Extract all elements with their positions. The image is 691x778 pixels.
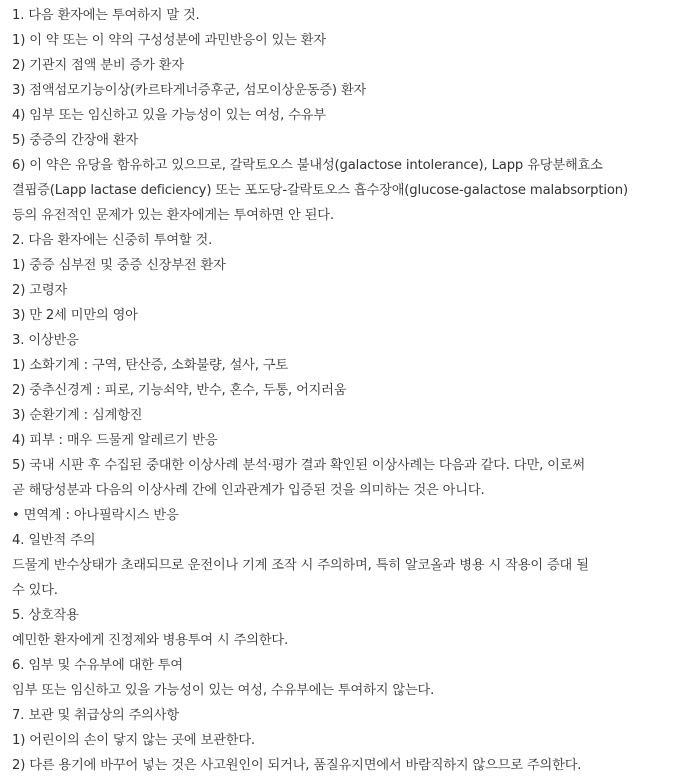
contraindication-item-6-line-3: 등의 유전적인 문제가 있는 환자에게는 투여하면 안 된다.: [12, 208, 334, 223]
section-heading-careful-administration: 2. 다음 환자에는 신중히 투여할 것.: [12, 233, 213, 248]
section-heading-contraindications: 1. 다음 환자에는 투여하지 말 것.: [12, 8, 200, 23]
section-heading-storage: 7. 보관 및 취급상의 주의사항: [12, 708, 179, 723]
interactions-text: 예민한 환자에게 진정제와 병용투여 시 주의한다.: [12, 633, 289, 648]
section-heading-interactions: 5. 상호작용: [12, 608, 79, 623]
section-heading-pregnancy: 6. 임부 및 수유부에 대한 투여: [12, 658, 183, 673]
careful-item-1: 1) 중증 심부전 및 중증 신장부전 환자: [12, 258, 226, 273]
general-precaution-line-1: 드물게 반수상태가 초래되므로 운전이나 기계 조작 시 주의하며, 특히 알코올과 병용 시 작용이 증대 될: [12, 558, 589, 573]
contraindication-item-3: 3) 점액섬모기능이상(카르타게너증후군, 섬모이상운동증) 환자: [12, 83, 367, 98]
adverse-item-1: 1) 소화기계 : 구역, 탄산증, 소화불량, 설사, 구토: [12, 358, 289, 373]
contraindication-item-6-line-2: 결핍증(Lapp lactase deficiency) 또는 포도당-갈락토오스 흡수장애(glucose-galactose malabsorption): [12, 183, 628, 198]
contraindication-item-4: 4) 임부 또는 임신하고 있을 가능성이 있는 여성, 수유부: [12, 108, 326, 123]
adverse-bullet-immune: • 면역계 : 아나필락시스 반응: [12, 508, 179, 523]
contraindication-item-2: 2) 기관지 점액 분비 증가 환자: [12, 58, 184, 73]
storage-item-2: 2) 다른 용기에 바꾸어 넣는 것은 사고원인이 되거나, 품질유지면에서 바람직하지 않으므로 주의한다.: [12, 758, 582, 773]
careful-item-3: 3) 만 2세 미만의 영아: [12, 308, 138, 323]
adverse-item-2: 2) 중추신경계 : 피로, 기능쇠약, 반수, 혼수, 두통, 어지러움: [12, 383, 347, 398]
section-heading-adverse-reactions: 3. 이상반응: [12, 333, 79, 348]
adverse-item-4: 4) 피부 : 매우 드물게 알레르기 반응: [12, 433, 218, 448]
contraindication-item-1: 1) 이 약 또는 이 약의 구성성분에 과민반응이 있는 환자: [12, 33, 326, 48]
storage-item-1: 1) 어린이의 손이 닿지 않는 곳에 보관한다.: [12, 733, 255, 748]
careful-item-2: 2) 고령자: [12, 283, 68, 298]
general-precaution-line-2: 수 있다.: [12, 583, 58, 598]
pregnancy-text: 임부 또는 임신하고 있을 가능성이 있는 여성, 수유부에는 투여하지 않는다.: [12, 683, 435, 698]
contraindication-item-6-line-1: 6) 이 약은 유당을 함유하고 있으므로, 갈락토오스 불내성(galactose intolerance), Lapp 유당분해효소: [12, 158, 603, 173]
contraindication-item-5: 5) 중증의 간장애 환자: [12, 133, 139, 148]
adverse-item-5-line-1: 5) 국내 시판 후 수집된 중대한 이상사례 분석·평가 결과 확인된 이상사례는 다음과 같다. 다만, 이로써: [12, 458, 585, 473]
section-heading-general-precautions: 4. 일반적 주의: [12, 533, 96, 548]
adverse-item-5-line-2: 곧 해당성분과 다음의 이상사례 간에 인과관계가 입증된 것을 의미하는 것은 아니다.: [12, 483, 485, 498]
adverse-item-3: 3) 순환기계 : 심계항진: [12, 408, 143, 423]
